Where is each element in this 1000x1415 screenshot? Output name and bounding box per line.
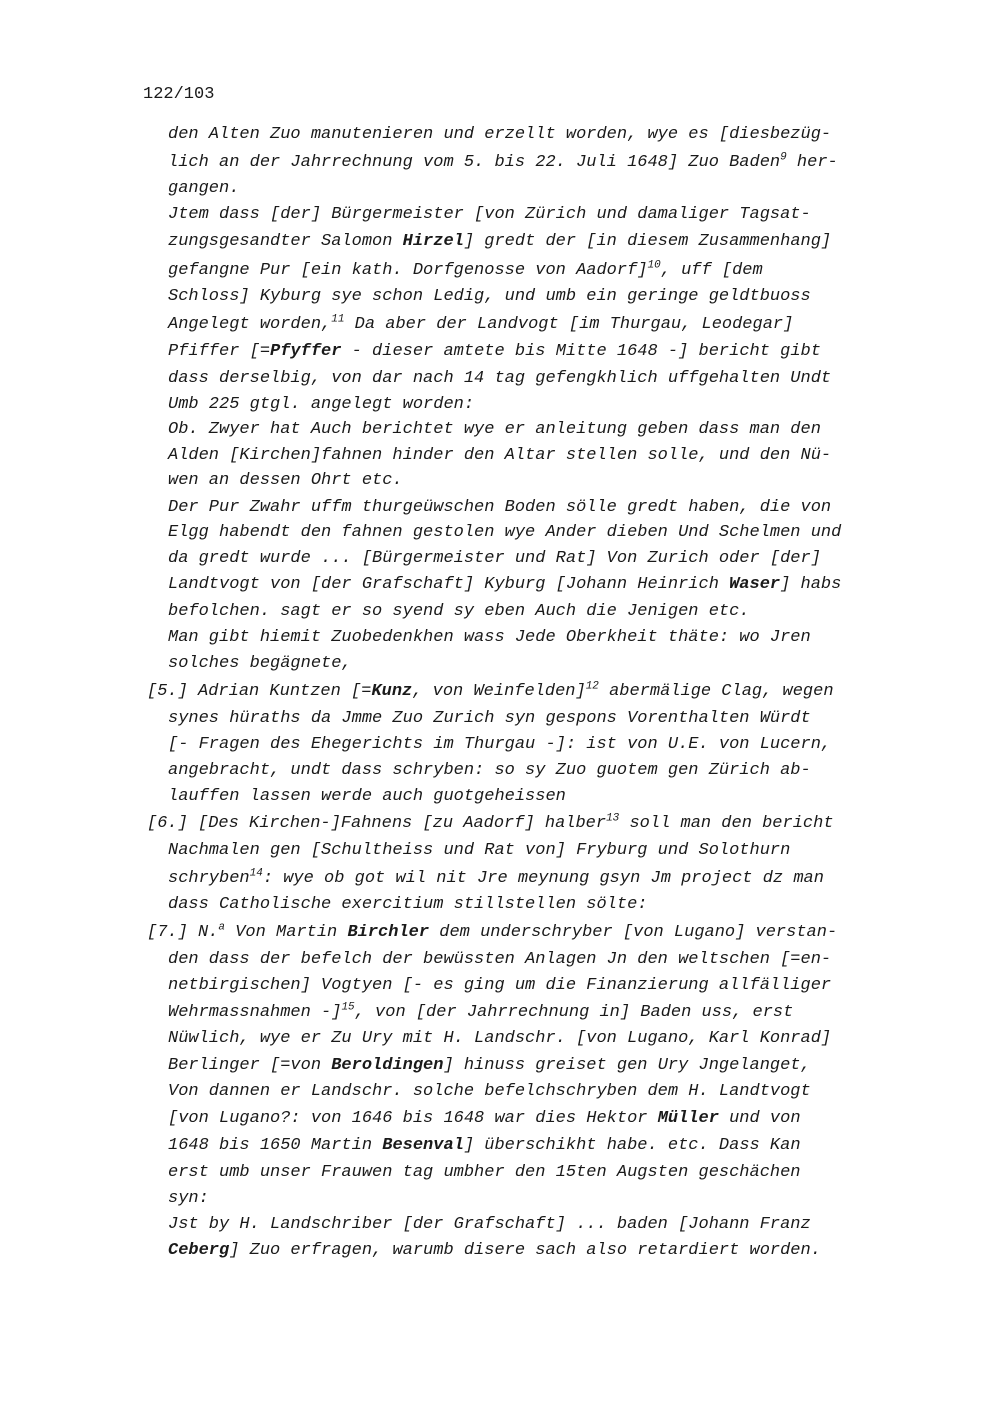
text-segment: Man gibt hiemit Zuobedenkhen wass Jede Oberkheit thäte: wo Jren	[168, 628, 811, 647]
text-segment: gefangne Pur [ein kath. Dorfgenosse von Aadorf]	[168, 261, 648, 280]
text-line	[168, 497, 831, 519]
text-segment: [von Lugano?: von 1646 bis 1648 war dies Hektor	[168, 1109, 658, 1128]
text-segment: netbirgischen] Vogtyen [- es ging um die Finanzierung allfälliger	[168, 976, 832, 995]
text-segment: Da aber der Landvogt [im Thurgau, Leodegar]	[344, 315, 794, 334]
proper-name: Müller	[657, 1109, 719, 1128]
text-line	[168, 786, 566, 808]
text-segment: [5.] Adrian Kuntzen [=	[147, 682, 372, 701]
text-segment: Von dannen er Landschr. solche befelchschryben dem H. Landtvogt	[168, 1082, 811, 1101]
text-segment: , von Weinfelden]	[412, 682, 586, 701]
text-line	[168, 840, 790, 862]
text-line	[168, 522, 841, 544]
proper-name: Kunz	[371, 682, 413, 701]
text-segment: Nüwlich, wye er Zu Ury mit H. Landschr. [von Lugano, Karl Konrad]	[168, 1029, 832, 1048]
text-segment: : wye ob got wil nit Jre meynung gsyn Jm project dz man	[262, 869, 824, 888]
text-line	[168, 124, 831, 146]
text-segment: syn:	[168, 1189, 209, 1208]
proper-name: Pfyffer	[270, 342, 342, 361]
text-segment: abermälige Clag, wegen	[598, 682, 834, 701]
text-line	[168, 975, 831, 997]
text-line	[168, 314, 793, 336]
footnote-ref: 14	[249, 867, 263, 880]
text-line	[168, 368, 831, 390]
text-segment: , uff [dem	[660, 261, 763, 280]
text-segment: da gredt wurde ... [Bürgermeister und Rat] Von Zurich oder [der]	[168, 549, 821, 568]
text-segment: [7.] N.	[147, 923, 219, 942]
text-segment: Wehrmassnahmen -]	[168, 1003, 342, 1022]
text-segment: schryben	[168, 869, 250, 888]
text-line	[168, 653, 352, 675]
text-segment: synes hüraths da Jmme Zuo Zurich syn gespons Vorenthalten Würdt	[168, 709, 811, 728]
proper-name: Hirzel	[402, 232, 464, 251]
page-number: 122/103	[143, 85, 215, 104]
text-segment: soll man den bericht	[619, 814, 834, 833]
text-segment: lich an der Jahrrechnung vom 5. bis 22. Juli 1648] Zuo Baden	[168, 153, 781, 172]
text-segment: Schloss] Kyburg sye schon Ledig, und umb ein geringe geldtbuoss	[168, 287, 811, 306]
text-segment: ] hinuss greiset gen Ury Jngelanget,	[443, 1056, 811, 1075]
proper-name: Birchler	[347, 923, 430, 942]
text-line	[147, 681, 834, 703]
text-line	[168, 178, 239, 200]
text-line	[168, 1135, 801, 1157]
text-segment: ] Zuo erfragen, warumb disere sach also retardiert worden.	[229, 1241, 821, 1260]
text-segment: Pfiffer [=	[168, 342, 271, 361]
text-segment: angebracht, undt dass schryben: so sy Zuo guotem gen Zürich ab-	[168, 761, 811, 780]
footnote-ref: 15	[341, 1001, 355, 1014]
text-segment: Angelegt worden,	[168, 315, 332, 334]
text-segment: Alden [Kirchen]fahnen hinder den Altar stellen solle, und den Nü-	[168, 446, 832, 465]
text-line	[168, 445, 831, 467]
text-line	[168, 894, 647, 916]
text-line	[168, 1108, 801, 1130]
text-segment: lauffen lassen werde auch guotgeheissen	[168, 787, 566, 806]
text-segment: Ob. Zwyer hat Auch berichtet wye er anleitung geben dass man den	[168, 420, 821, 439]
text-segment: ] gredt der [in diesem Zusammenhang]	[463, 232, 832, 251]
text-line	[168, 1002, 793, 1024]
text-line	[168, 548, 821, 570]
footnote-ref: a	[218, 921, 226, 934]
text-segment: dass derselbig, von dar nach 14 tag gefengkhlich uffgehalten Undt	[168, 369, 832, 388]
text-segment: gangen.	[168, 179, 240, 198]
text-segment: erst umb unser Frauwen tag umbher den 15ten Augsten geschächen	[168, 1163, 801, 1182]
footnote-ref: 12	[585, 680, 599, 693]
text-line	[168, 231, 831, 253]
proper-name: Besenval	[382, 1136, 464, 1155]
text-segment: Der Pur Zwahr uffm thurgeüwschen Boden sölle gredt haben, die von	[168, 498, 832, 517]
text-line	[168, 734, 831, 756]
proper-name: Waser	[729, 575, 781, 594]
text-segment: Berlinger [=von	[168, 1056, 332, 1075]
text-segment: dem underschryber [von Lugano] verstan-	[429, 923, 838, 942]
text-line	[168, 760, 811, 782]
footnote-ref: 11	[331, 313, 345, 326]
text-line	[168, 1162, 801, 1184]
text-segment: Jst by H. Landschriber [der Grafschaft] ... baden [Johann Franz	[168, 1215, 811, 1234]
text-segment: - dieser amtete bis Mitte 1648 -] bericht gibt	[341, 342, 821, 361]
text-line	[168, 470, 403, 492]
text-line	[168, 1214, 811, 1236]
text-line	[168, 1188, 209, 1210]
text-segment: Elgg habendt den fahnen gestolen wye Ander dieben Und Schelmen und	[168, 523, 842, 542]
text-segment: den Alten Zuo manutenieren und erzellt worden, wye es [diesbezüg-	[168, 125, 832, 144]
footnote-ref: 10	[647, 259, 661, 272]
text-line	[168, 260, 763, 282]
text-segment: Landtvogt von [der Grafschaft] Kyburg [Johann Heinrich	[168, 575, 730, 594]
text-line	[168, 286, 811, 308]
text-segment: und von	[718, 1109, 801, 1128]
proper-name: Beroldingen	[331, 1056, 444, 1075]
text-segment: her-	[786, 153, 838, 172]
footnote-ref: 13	[606, 812, 620, 825]
text-line	[168, 708, 811, 730]
text-line	[168, 394, 474, 416]
text-segment: [- Fragen des Ehegerichts im Thurgau -]: ist von U.E. von Lucern,	[168, 735, 832, 754]
text-segment: befolchen. sagt er so syend sy eben Auch die Jenigen etc.	[168, 602, 750, 621]
text-segment: ] überschikht habe. etc. Dass Kan	[463, 1136, 801, 1155]
text-segment: Nachmalen gen [Schultheiss und Rat von] Fryburg und Solothurn	[168, 841, 791, 860]
text-segment: Jtem dass [der] Bürgermeister [von Zürich und damaliger Tagsat-	[168, 205, 811, 224]
text-line	[168, 868, 824, 890]
text-segment: wen an dessen Ohrt etc.	[168, 471, 403, 490]
text-segment: , von [der Jahrrechnung in] Baden uss, erst	[354, 1003, 794, 1022]
text-segment: dass Catholische exercitium stillstellen sölte:	[168, 895, 648, 914]
text-line	[147, 813, 834, 835]
text-segment: den dass der befelch der bewüssten Anlagen Jn den weltschen [=en-	[168, 950, 832, 969]
proper-name: Ceberg	[168, 1241, 230, 1260]
text-line	[168, 204, 811, 226]
text-line	[168, 627, 811, 649]
text-line	[147, 922, 837, 944]
text-segment: Von Martin	[225, 923, 348, 942]
text-line	[168, 419, 821, 441]
text-line	[168, 601, 750, 623]
text-line	[168, 949, 831, 971]
text-line	[168, 1081, 811, 1103]
text-segment: [6.] [Des Kirchen-]Fahnens [zu Aadorf] halber	[147, 814, 607, 833]
footnote-ref: 9	[780, 151, 787, 164]
text-line	[168, 341, 821, 363]
text-line	[168, 1028, 831, 1050]
text-line	[168, 1240, 821, 1262]
text-segment: solches begägnete,	[168, 654, 352, 673]
text-segment: zungsgesandter Salomon	[168, 232, 403, 251]
text-line	[168, 574, 841, 596]
text-line	[168, 1055, 811, 1077]
text-segment: Umb 225 gtgl. angelegt worden:	[168, 395, 475, 414]
text-line	[168, 152, 838, 174]
text-segment: ] habs	[780, 575, 842, 594]
text-segment: 1648 bis 1650 Martin	[168, 1136, 383, 1155]
